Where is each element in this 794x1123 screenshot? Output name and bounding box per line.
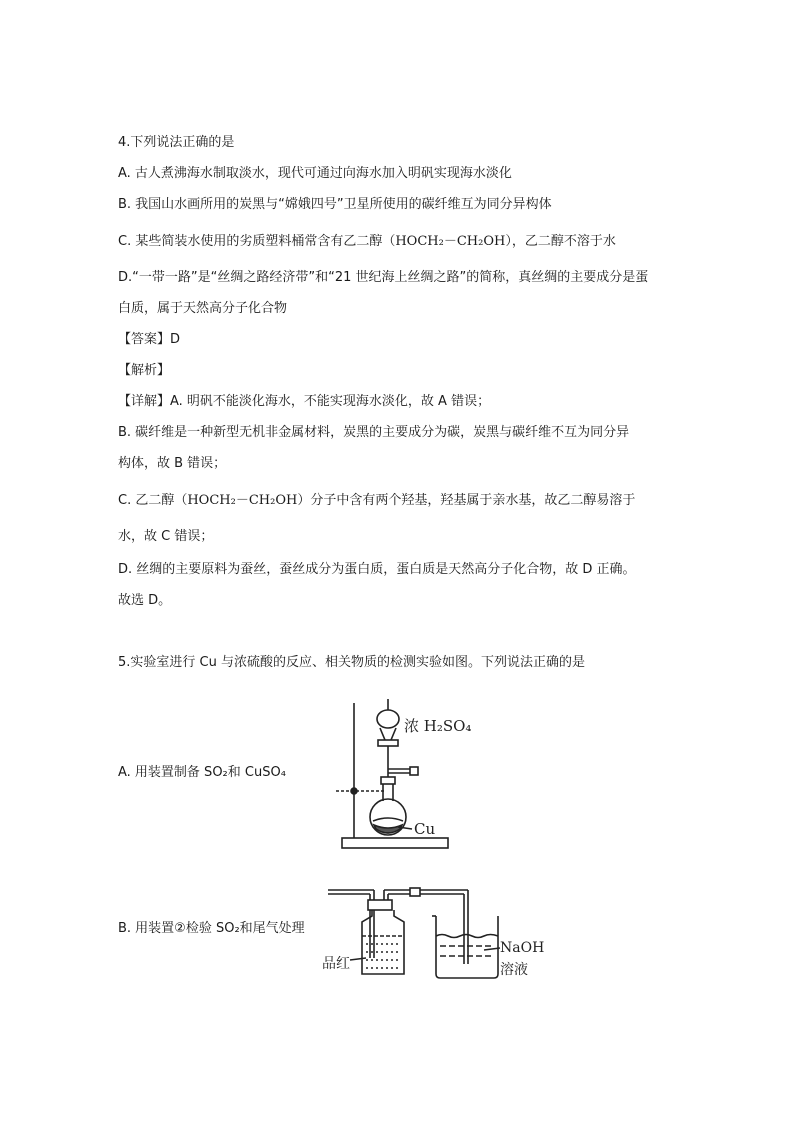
q4-detail-c1-pre: C. 乙二醇（ — [118, 493, 188, 508]
apparatus-figure-2 — [318, 878, 548, 988]
label-solution: 溶液 — [500, 962, 528, 978]
q4-detail-c1-formula: HOCH₂－CH₂OH — [187, 493, 298, 508]
q4-detail-c1 — [118, 492, 635, 510]
q4-detail-c1-post: ）分子中含有两个羟基，羟基属于亲水基，故乙二醇易溶于 — [297, 493, 636, 508]
apparatus-figure-1 — [330, 695, 480, 860]
q4-analysis-header: 【解析】 — [118, 363, 171, 378]
q4-detail-c2: 水，故 C 错误； — [118, 529, 214, 544]
q4-detail-a: 【详解】A. 明矾不能淡化海水，不能实现海水淡化，故 A 错误； — [118, 394, 491, 409]
q4-stem: 4.下列说法正确的是 — [118, 135, 235, 150]
q4-option-d-line1: D.“一带一路”是“丝绸之路经济带”和“21 世纪海上丝绸之路”的简称，真丝绸的主要成分是蛋 — [118, 270, 649, 285]
q4-option-b: B. 我国山水画所用的炭黑与“嫦娥四号”卫星所使用的碳纤维互为同分异构体 — [118, 197, 552, 212]
q4-detail-b1: B. 碳纤维是一种新型无机非金属材料，炭黑的主要成分为碳，炭黑与碳纤维不互为同分异 — [118, 425, 630, 440]
q4-detail-b2: 构体，故 B 错误； — [118, 456, 227, 471]
q5-stem: 5.实验室进行 Cu 与浓硫酸的反应、相关物质的检测实验如图。下列说法正确的是 — [118, 655, 585, 670]
label-naoh: NaOH — [500, 940, 545, 956]
q4-option-a: A. 古人煮沸海水制取淡水，现代可通过向海水加入明矾实现海水淡化 — [118, 166, 512, 181]
q4-option-c-post: ），乙二醇不溶于水 — [505, 234, 616, 249]
q5-option-b: B. 用装置②检验 SO₂和尾气处理 — [118, 921, 305, 936]
detection-apparatus-drawing — [318, 878, 548, 988]
q5-option-a: A. 用装置制备 SO₂和 CuSO₄ — [118, 765, 286, 780]
q4-answer: 【答案】D — [118, 332, 181, 347]
q4-option-c-pre: C. 某些简装水使用的劣质塑料桶常含有乙二醇（ — [118, 234, 396, 249]
generator-apparatus-drawing — [330, 695, 480, 860]
q4-option-c — [118, 233, 616, 251]
q4-option-c-formula: HOCH₂－CH₂OH — [395, 234, 506, 249]
q4-option-d-line2: 白质，属于天然高分子化合物 — [118, 301, 288, 316]
label-copper: Cu — [414, 820, 436, 838]
label-pinhong: 品红 — [322, 956, 350, 972]
q4-conclusion: 故选 D。 — [118, 593, 172, 608]
label-conc-sulfuric-acid: 浓 H₂SO₄ — [404, 717, 472, 735]
q4-detail-d: D. 丝绸的主要原料为蚕丝，蚕丝成分为蛋白质，蛋白质是天然高分子化合物，故 D 正确。 — [118, 562, 636, 577]
